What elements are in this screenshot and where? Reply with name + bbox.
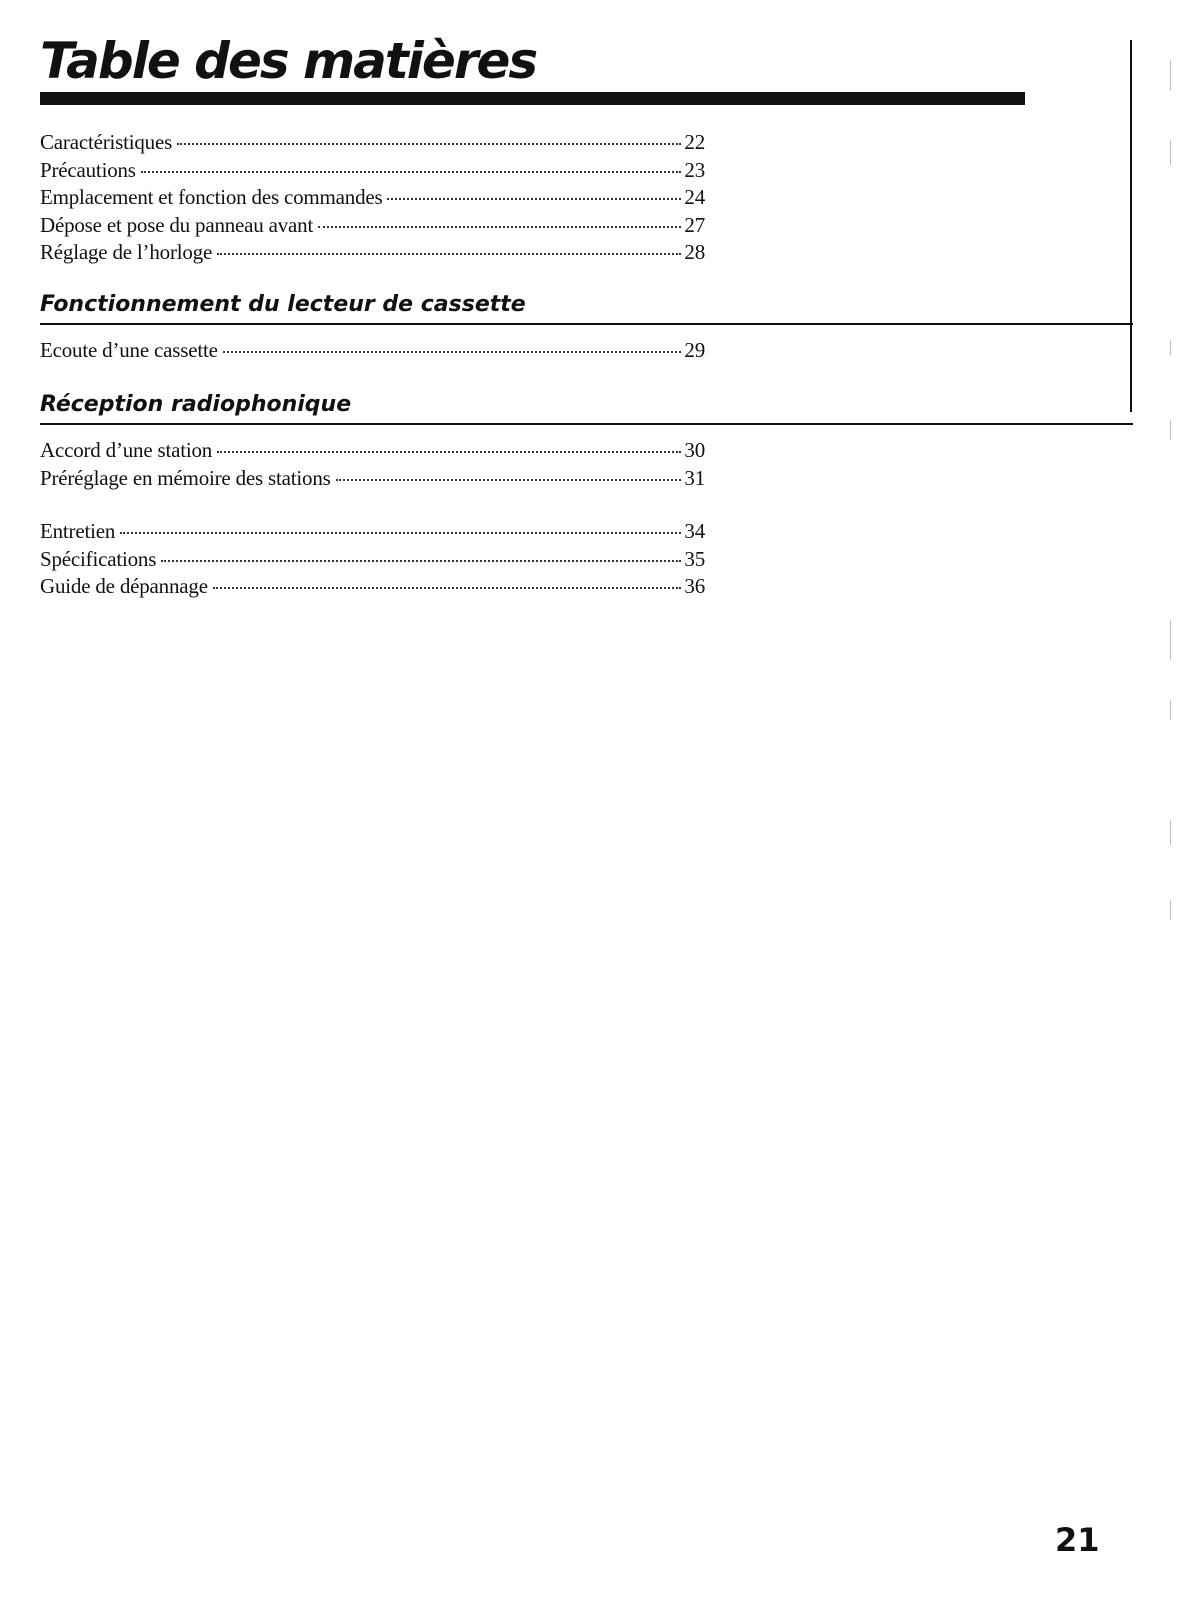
toc-leader-dots [141, 171, 682, 173]
toc-leader-dots [336, 479, 682, 481]
toc-leader-dots [387, 198, 681, 200]
toc-entry-label: Réglage de l’horloge [40, 240, 213, 264]
toc-entry-label: Spécifications [40, 546, 157, 571]
section-rule [40, 423, 1133, 425]
toc-entry-label: Guide de dépannage [40, 574, 208, 598]
toc-entry-page: 27 [684, 212, 705, 237]
toc-appendix-list [40, 518, 705, 601]
toc-entry[interactable] [40, 337, 705, 365]
toc-leader-dots [217, 253, 681, 255]
toc-entry-page: 24 [684, 185, 705, 209]
toc-entry[interactable] [40, 157, 705, 185]
toc-entry-label: Préréglage en mémoire des stations [40, 465, 331, 490]
toc-radio-list [40, 437, 705, 492]
toc-entry-page: 31 [684, 465, 705, 490]
toc-entry[interactable] [40, 239, 705, 267]
toc-entry-label: Ecoute d’une cassette [40, 338, 218, 362]
toc-general-list [40, 129, 705, 267]
toc-entry-label: Précautions [40, 157, 136, 182]
toc-entry-label: Caractéristiques [40, 130, 173, 154]
toc-cassette-list [40, 337, 705, 365]
margin-vertical-rule [1130, 40, 1132, 412]
toc-entry-page: 34 [684, 519, 705, 543]
toc-leader-dots [161, 560, 681, 562]
toc-entry-label: Accord d’une station [40, 438, 213, 462]
toc-entry[interactable] [40, 129, 705, 157]
toc-leader-dots [318, 226, 681, 228]
toc-entry[interactable] [40, 437, 705, 465]
toc-entry-page: 30 [684, 438, 705, 462]
toc-leader-dots [213, 587, 682, 589]
toc-entry-label: Dépose et pose du panneau avant [40, 212, 314, 237]
toc-leader-dots [177, 143, 681, 145]
page-title: Table des matières [40, 32, 537, 90]
toc-entry[interactable] [40, 184, 705, 212]
scan-edge-marks [1170, 0, 1174, 1600]
toc-entry[interactable] [40, 546, 705, 574]
page-number: 21 [1055, 1521, 1100, 1559]
toc-entry-page: 29 [684, 338, 705, 362]
toc-leader-dots [120, 532, 681, 534]
toc-entry-label: Emplacement et fonction des commandes [40, 185, 383, 209]
section-title-radio: Réception radiophonique [40, 392, 352, 417]
section-title-cassette: Fonctionnement du lecteur de cassette [40, 292, 526, 317]
toc-entry-page: 23 [684, 157, 705, 182]
toc-entry-page: 35 [684, 546, 705, 571]
title-underline-bar [40, 92, 1025, 105]
toc-entry[interactable] [40, 518, 705, 546]
toc-entry-page: 22 [684, 130, 705, 154]
section-rule [40, 323, 1133, 325]
toc-entry[interactable] [40, 212, 705, 240]
toc-entry[interactable] [40, 573, 705, 601]
toc-entry-label: Entretien [40, 519, 116, 543]
toc-leader-dots [217, 451, 681, 453]
toc-entry-page: 28 [684, 240, 705, 264]
toc-entry-page: 36 [684, 574, 705, 598]
toc-entry[interactable] [40, 465, 705, 493]
toc-leader-dots [223, 351, 682, 353]
